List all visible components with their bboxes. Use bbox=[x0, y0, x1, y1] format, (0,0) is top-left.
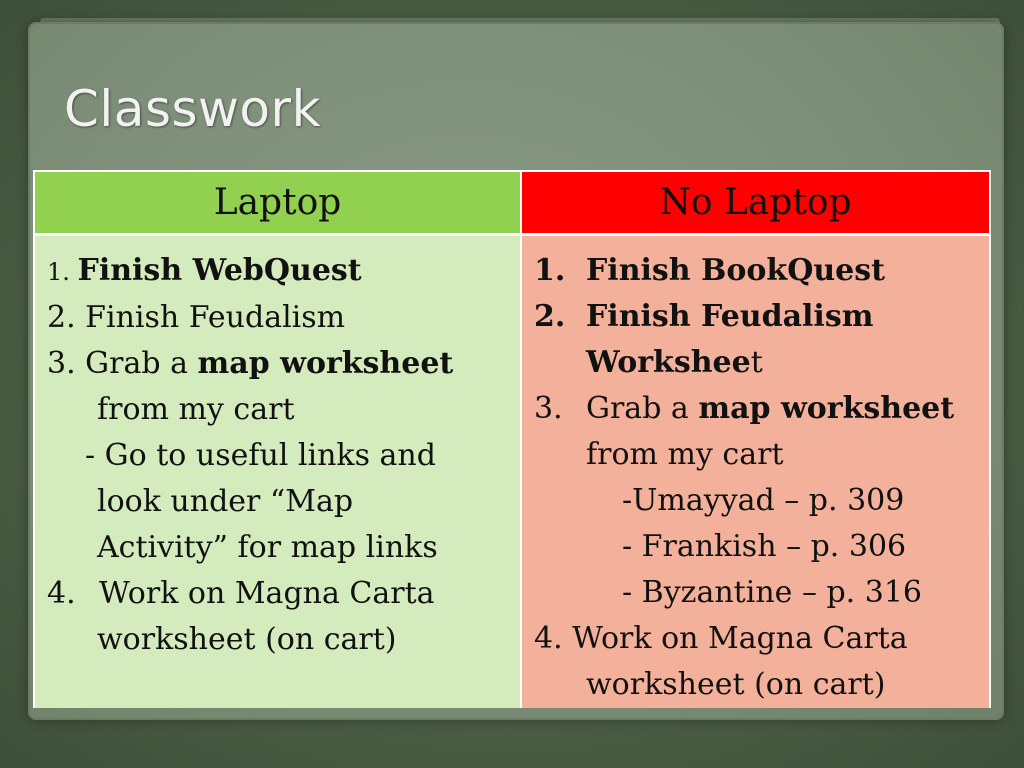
laptop-item-3 bbox=[47, 341, 508, 387]
item-number: 4. bbox=[47, 576, 76, 611]
item-text: worksheet (on cart) bbox=[586, 667, 886, 702]
no-laptop-subnote-1: -Umayyad – p. 309 bbox=[622, 483, 905, 518]
no-laptop-subnote-3: - Byzantine – p. 316 bbox=[622, 575, 923, 610]
laptop-item-4-cont: worksheet (on cart) bbox=[97, 622, 397, 657]
no-laptop-item-4-cont bbox=[534, 662, 977, 708]
no-laptop-item-2 bbox=[534, 294, 977, 340]
item-text: Finish BookQuest bbox=[586, 253, 885, 288]
item-text-bold: map worksheet bbox=[698, 391, 955, 426]
item-text-bold: Workshee bbox=[586, 345, 751, 380]
no-laptop-column bbox=[522, 236, 989, 708]
item-number: 1. bbox=[47, 258, 78, 286]
laptop-column bbox=[35, 236, 522, 708]
classwork-table bbox=[33, 170, 991, 708]
slide-title: Classwork bbox=[64, 80, 322, 138]
laptop-subnote-1: - Go to useful links and bbox=[85, 438, 436, 473]
item-number: 2. bbox=[534, 299, 566, 334]
item-text: Grab a bbox=[586, 391, 699, 426]
no-laptop-item-3-cont bbox=[534, 432, 977, 478]
laptop-item-1 bbox=[47, 248, 508, 295]
item-text: Finish WebQuest bbox=[77, 253, 362, 288]
item-text: Work on Magna Carta bbox=[99, 576, 435, 611]
no-laptop-item-2-cont bbox=[534, 340, 977, 386]
header-no-laptop: No Laptop bbox=[522, 172, 989, 236]
item-number: 1. bbox=[534, 253, 566, 288]
no-laptop-item-4: 4. Work on Magna Carta bbox=[534, 621, 908, 656]
header-laptop: Laptop bbox=[35, 172, 522, 236]
item-text: 3. Grab a bbox=[47, 346, 198, 381]
item-text: t bbox=[750, 345, 763, 380]
no-laptop-subnote-2: - Frankish – p. 306 bbox=[622, 529, 907, 564]
laptop-subnote-2: look under “Map bbox=[97, 484, 354, 519]
laptop-subnote-3: Activity” for map links bbox=[97, 530, 438, 565]
item-text: Finish Feudalism bbox=[586, 299, 874, 334]
item-number: 3. bbox=[534, 391, 563, 426]
laptop-item-4 bbox=[47, 571, 508, 617]
item-text: from my cart bbox=[586, 437, 784, 472]
item-text-bold: map worksheet bbox=[197, 346, 454, 381]
laptop-item-3-cont: from my cart bbox=[97, 392, 295, 427]
no-laptop-item-3 bbox=[534, 386, 977, 432]
laptop-item-2: 2. Finish Feudalism bbox=[47, 300, 346, 335]
no-laptop-item-1 bbox=[534, 248, 977, 294]
